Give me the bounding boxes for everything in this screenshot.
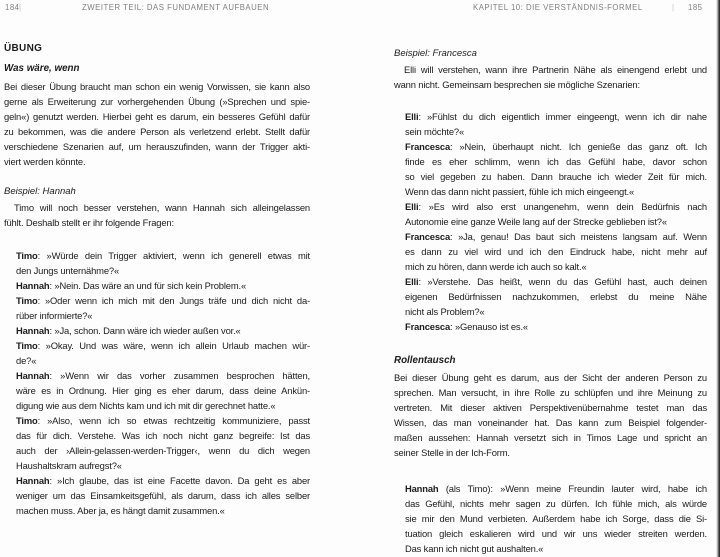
dialogue-line: Hannah: »Wenn wir das vorher zusammen besprochen hätten, <box>16 370 310 381</box>
text-line: sprechen. Man versucht, in ihre Rolle zu schlüpfen und ihre Meinung zu <box>394 387 707 398</box>
section-subheading: Rollentausch <box>394 355 456 366</box>
text-line: Bei dieser Übung geht es darum, aus der Sicht der anderen Person zu <box>394 372 707 383</box>
section-subheading: Was wäre, wenn <box>4 63 80 74</box>
dialogue-line: Hannah: »Nein. Das wäre an und für sich kein Problem.« <box>16 280 247 291</box>
dialogue-line: so viel gegeben zu haben. Dann brauche ich wieder Zeit für mich. <box>405 171 707 182</box>
dialogue-line: Hannah: »Ich glaube, das ist eine Facette davon. Da geht es aber <box>16 475 310 486</box>
dialogue-line: machen muss. Aber ja, es hängt damit zusammen.« <box>16 505 225 516</box>
text-line: Bei dieser Übung braucht man schon ein wenig Vorwissen, sie kann also <box>4 81 310 92</box>
text-line: seiner Stelle in der Ich-Form. <box>394 447 510 458</box>
page-edge-shadow <box>716 0 720 557</box>
dialogue-line: Francesca: »Nein, überhaupt nicht. Ich genieße das ganz oft. Ich <box>405 141 707 152</box>
dialogue-turn <box>16 338 310 368</box>
dialogue-turn <box>16 473 310 518</box>
dialogue-line: de?« <box>16 355 37 366</box>
section-heading: ÜBUNG <box>4 43 43 54</box>
dialogue-line: das für dich. Verstehe. Was ich noch nicht ganz begreife: Ist das <box>16 430 310 441</box>
dialogue-turn <box>16 248 310 278</box>
dialogue-line: rüber informierte?« <box>16 310 93 321</box>
dialogue-line: den Jungs unternähme?« <box>16 265 120 276</box>
dialogue-line: Hannah (als Timo): »Wenn meine Freundin lauter wird, habe ich <box>405 483 707 494</box>
dialogue-block <box>16 248 310 518</box>
dialogue-line: Elli: »Fühlst du dich eigentlich immer eingeengt, wenn ich dir nahe <box>405 111 707 122</box>
page-number-left: 184 <box>5 3 20 12</box>
body-paragraph <box>4 200 310 230</box>
dialogue-turn <box>16 323 310 338</box>
text-line: geln«) genutzt werden. Hierbei geht es darum, ein besseres Gefühl dafür <box>4 111 310 122</box>
dialogue-line: das Gefühl, nichts mehr sagen zu dürfen. Ich fühle mich, als würde <box>405 498 707 509</box>
dialogue-turn <box>405 109 707 139</box>
running-head-right: KAPITEL 10: DIE VERSTÄNDNIS-FORMEL <box>473 3 643 12</box>
text-line: Elli will verstehen, wann ihre Partnerin Nähe als einengend erlebt und <box>404 64 707 75</box>
dialogue-line: Autonomie eine ganze Weile lang auf der Strecke geblieben ist?« <box>405 216 667 227</box>
dialogue-line: Francesca: »Genauso ist es.« <box>405 321 528 332</box>
dialogue-line: sie mir den Mund verbieten. Außerdem habe ich Sorge, dass die Si- <box>405 513 707 524</box>
body-paragraph <box>394 62 707 92</box>
dialogue-block <box>405 481 707 556</box>
dialogue-line: Wenn das dann nicht passiert, fühle ich mich eingeengt.« <box>405 186 635 197</box>
text-line: vertreten. Mit dieser aktiven Perspektivenübernahme testet man das <box>394 402 707 413</box>
text-line: maßen aussehen: Hannah versetzt sich in Timos Lage und spricht an <box>394 432 707 443</box>
dialogue-line: auch der ›Allein-gelassen-werden-Trigger‹, wenn du dich wegen <box>16 445 310 456</box>
example-label: Beispiel: Francesca <box>394 48 477 59</box>
text-line: wann nicht. Gemeinsam besprechen sie mögliche Szenarien: <box>394 79 640 90</box>
dialogue-turn <box>16 278 310 293</box>
text-line: Wissen, das man voneinander hat. Das kann zum Beispiel folgender- <box>394 417 707 428</box>
text-line: fühlt. Deshalb stellt er ihr folgende Fragen: <box>4 217 174 228</box>
page-number-right: 185 <box>688 3 703 12</box>
dialogue-turn <box>16 413 310 473</box>
text-line: gerne als Erweiterung zur vorhergehenden Übung (»Sprechen und spie- <box>4 96 310 107</box>
header-separator-left: | <box>19 3 22 12</box>
dialogue-turn <box>405 229 707 274</box>
dialogue-turn <box>405 139 707 199</box>
dialogue-line: weniger um das Einsamkeitsgefühl, als darum, dass ich alles selber <box>16 490 310 501</box>
dialogue-line: Timo: »Okay. Und was wäre, wenn ich allein Urlaub machen wür- <box>16 340 310 351</box>
dialogue-line: Hannah: »Ja, schon. Dann wäre ich wieder außen vor.« <box>16 325 241 336</box>
dialogue-line: eigenen Bedürfnissen nachzukommen, erlebst du meine Nähe <box>405 291 707 302</box>
dialogue-turn <box>405 319 707 334</box>
text-line: Timo will noch besser verstehen, wann Hannah sich alleingelassen <box>14 202 310 213</box>
text-line: viert werden könnte. <box>4 156 86 167</box>
dialogue-line: tuation gleich eskalieren wird und wir uns wieder streiten werden. <box>405 528 707 539</box>
body-paragraph <box>394 370 707 460</box>
dialogue-line: es dann zu viel wird und ich den Eindruck habe, nicht mehr auf <box>405 246 707 257</box>
example-label: Beispiel: Hannah <box>4 186 76 197</box>
dialogue-line: Haushaltskram aufregst?« <box>16 460 122 471</box>
running-head-left: ZWEITER TEIL: DAS FUNDAMENT AUFBAUEN <box>82 3 270 12</box>
text-line: zu bekommen, was die andere Person als verletzend erlebt. Stellt dafür <box>4 126 310 137</box>
dialogue-turn <box>405 274 707 319</box>
dialogue-turn <box>16 293 310 323</box>
dialogue-line: Das kann ich nicht gut aushalten.« <box>405 543 544 554</box>
page-right-content <box>394 0 707 556</box>
dialogue-block <box>405 109 707 334</box>
dialogue-line: Timo: »Also, wenn ich so etwas rechtzeitig kommuniziere, passt <box>16 415 310 426</box>
dialogue-turn <box>405 481 707 556</box>
text-line: verschiedene Szenarien auf, um herauszufinden, wann der Trigger akti- <box>4 141 310 152</box>
dialogue-line: Francesca: »Ja, genau! Das baut sich meistens langsam auf. Wenn <box>405 231 707 242</box>
dialogue-line: sein möchte?« <box>405 126 465 137</box>
dialogue-line: wäre es in Ordnung. Hier ging es eher darum, dass deine Ankün- <box>16 385 310 396</box>
header-separator-right: | <box>672 3 675 12</box>
dialogue-line: finde es eher schlimm, wenn ich das Gefühl habe, davor schon <box>405 156 707 167</box>
dialogue-line: nicht als Problem?« <box>405 306 485 317</box>
body-paragraph <box>4 79 310 169</box>
dialogue-line: Timo: »Würde dein Trigger aktiviert, wenn ich generell etwas mit <box>16 250 310 261</box>
dialogue-turn <box>405 199 707 229</box>
dialogue-line: Elli: »Es wird also erst unangenehm, wenn dein Bedürfnis nach <box>405 201 707 212</box>
page-left-content <box>4 0 310 518</box>
dialogue-line: digung wie aus dem Nichts kam und ich mit dir gerechnet hatte.« <box>16 400 276 411</box>
dialogue-turn <box>16 368 310 413</box>
dialogue-line: Elli: »Verstehe. Das heißt, wenn du das Gefühl hast, auch deinen <box>405 276 707 287</box>
dialogue-line: mich zu hören, dann werde ich auch so kalt.« <box>405 261 587 272</box>
dialogue-line: Timo: »Oder wenn ich mich mit den Jungs träfe und dich nicht da- <box>16 295 310 306</box>
